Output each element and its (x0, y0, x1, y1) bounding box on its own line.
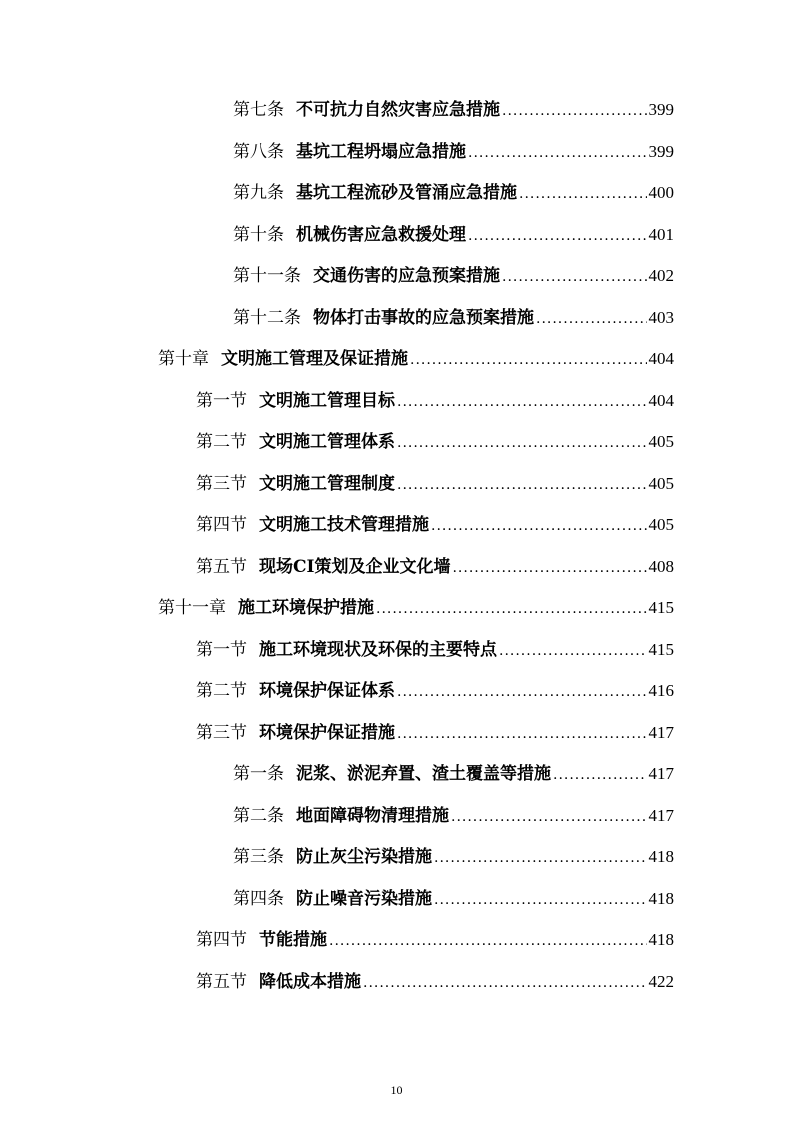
entry-number: 第一节 (196, 390, 247, 411)
entry-number: 第二节 (196, 681, 247, 701)
toc-entry[interactable] (196, 629, 674, 670)
dot-leader (434, 838, 647, 879)
entry-title: 文明施工管理目标 (259, 390, 395, 411)
entry-title: 机械伤害应急救援处理 (296, 224, 466, 245)
entry-title: 防止灰尘污染措施 (296, 847, 432, 867)
toc-entry[interactable] (196, 504, 674, 545)
toc-entry[interactable] (158, 338, 674, 379)
toc-entry[interactable] (233, 89, 674, 130)
toc-entry[interactable] (233, 836, 674, 877)
toc-entry[interactable] (196, 919, 674, 960)
toc-entry[interactable] (196, 463, 674, 504)
dot-leader (397, 672, 647, 713)
toc-entry[interactable] (233, 753, 674, 794)
toc-entry[interactable] (196, 670, 674, 711)
entry-page: 405 (648, 432, 674, 451)
entry-title: 现场CI策划及企业文化墙 (259, 556, 451, 577)
dot-leader (397, 382, 647, 423)
entry-page: 402 (648, 266, 674, 285)
page-number: 10 (390, 1083, 403, 1097)
entry-number: 第五节 (196, 971, 247, 992)
entry-number: 第五节 (196, 556, 247, 577)
entry-page: 418 (648, 930, 674, 949)
entry-number: 第十章 (158, 349, 209, 369)
entry-title: 节能措施 (259, 930, 327, 950)
entry-number: 第三节 (196, 473, 247, 494)
dot-leader (397, 423, 647, 464)
entry-page: 401 (648, 224, 674, 244)
dot-leader (397, 465, 647, 506)
entry-page: 418 (648, 888, 674, 908)
entry-title: 施工环境保护措施 (238, 598, 374, 618)
dot-leader (329, 921, 647, 962)
entry-title: 文明施工管理制度 (259, 473, 395, 494)
entry-page: 417 (648, 764, 674, 783)
entry-title: 文明施工管理及保证措施 (221, 349, 408, 369)
toc-entry[interactable] (196, 961, 674, 1002)
dot-leader (376, 589, 647, 630)
entry-page: 399 (648, 141, 674, 161)
entry-title: 环境保护保证措施 (259, 722, 395, 743)
dot-leader (468, 133, 647, 174)
dot-leader (451, 797, 647, 838)
entry-page: 405 (648, 515, 674, 534)
entry-title: 基坑工程流砂及管涌应急措施 (296, 183, 517, 203)
entry-number: 第十一条 (233, 266, 301, 286)
entry-page: 418 (648, 847, 674, 866)
dot-leader (410, 340, 647, 381)
entry-page: 399 (648, 100, 674, 119)
entry-title: 防止噪音污染措施 (296, 888, 432, 909)
toc-entry[interactable] (233, 214, 674, 255)
dot-leader (431, 506, 647, 547)
toc-entry[interactable] (196, 380, 674, 421)
dot-leader (502, 257, 647, 298)
entry-number: 第三条 (233, 847, 284, 867)
entry-number: 第二节 (196, 432, 247, 452)
toc-entry[interactable] (233, 795, 674, 836)
dot-leader (553, 755, 647, 796)
dot-leader (363, 963, 647, 1004)
entry-number: 第四条 (233, 888, 284, 909)
entry-number: 第十一章 (158, 598, 226, 618)
entry-title: 文明施工技术管理措施 (259, 515, 429, 535)
toc-entry[interactable] (233, 172, 674, 213)
entry-page: 404 (648, 390, 674, 410)
dot-leader (434, 880, 647, 921)
entry-title: 地面障碍物清理措施 (296, 805, 449, 826)
entry-page: 403 (648, 307, 674, 327)
dot-leader (397, 714, 647, 755)
entry-page: 408 (648, 556, 674, 576)
toc-entry[interactable] (233, 878, 674, 919)
dot-leader (499, 631, 647, 672)
entry-page: 415 (648, 639, 674, 659)
entry-page: 405 (648, 473, 674, 493)
toc-entry[interactable] (233, 297, 674, 338)
entry-page: 422 (648, 971, 674, 991)
toc-entry[interactable] (196, 712, 674, 753)
entry-title: 泥浆、淤泥弃置、渣土覆盖等措施 (296, 764, 551, 784)
toc-entry[interactable] (196, 421, 674, 462)
dot-leader (468, 216, 647, 257)
toc-entry[interactable] (196, 546, 674, 587)
toc-entry[interactable] (233, 131, 674, 172)
entry-title: 降低成本措施 (259, 971, 361, 992)
entry-number: 第二条 (233, 805, 284, 826)
entry-number: 第九条 (233, 183, 284, 203)
entry-page: 415 (648, 598, 674, 617)
toc-entry[interactable] (158, 587, 674, 628)
entry-title: 施工环境现状及环保的主要特点 (259, 639, 497, 660)
toc-entry[interactable] (233, 255, 674, 296)
entry-number: 第四节 (196, 930, 247, 950)
dot-leader (452, 548, 646, 589)
entry-page: 404 (648, 349, 674, 368)
entry-title: 物体打击事故的应急预案措施 (313, 307, 534, 328)
entry-number: 第七条 (233, 100, 284, 120)
entry-page: 416 (648, 681, 674, 700)
dot-leader (536, 299, 647, 340)
entry-title: 基坑工程坍塌应急措施 (296, 141, 466, 162)
entry-page: 417 (648, 722, 674, 742)
entry-number: 第一节 (196, 639, 247, 660)
entry-page: 417 (648, 805, 674, 825)
entry-title: 不可抗力自然灾害应急措施 (296, 100, 500, 120)
dot-leader (502, 91, 647, 132)
dot-leader (519, 174, 647, 215)
entry-number: 第十二条 (233, 307, 301, 328)
entry-title: 文明施工管理体系 (259, 432, 395, 452)
entry-number: 第三节 (196, 722, 247, 743)
entry-number: 第四节 (196, 515, 247, 535)
entry-page: 400 (648, 183, 674, 202)
entry-number: 第一条 (233, 764, 284, 784)
entry-title: 环境保护保证体系 (259, 681, 395, 701)
entry-number: 第十条 (233, 224, 284, 245)
entry-title: 交通伤害的应急预案措施 (313, 266, 500, 286)
entry-number: 第八条 (233, 141, 284, 162)
